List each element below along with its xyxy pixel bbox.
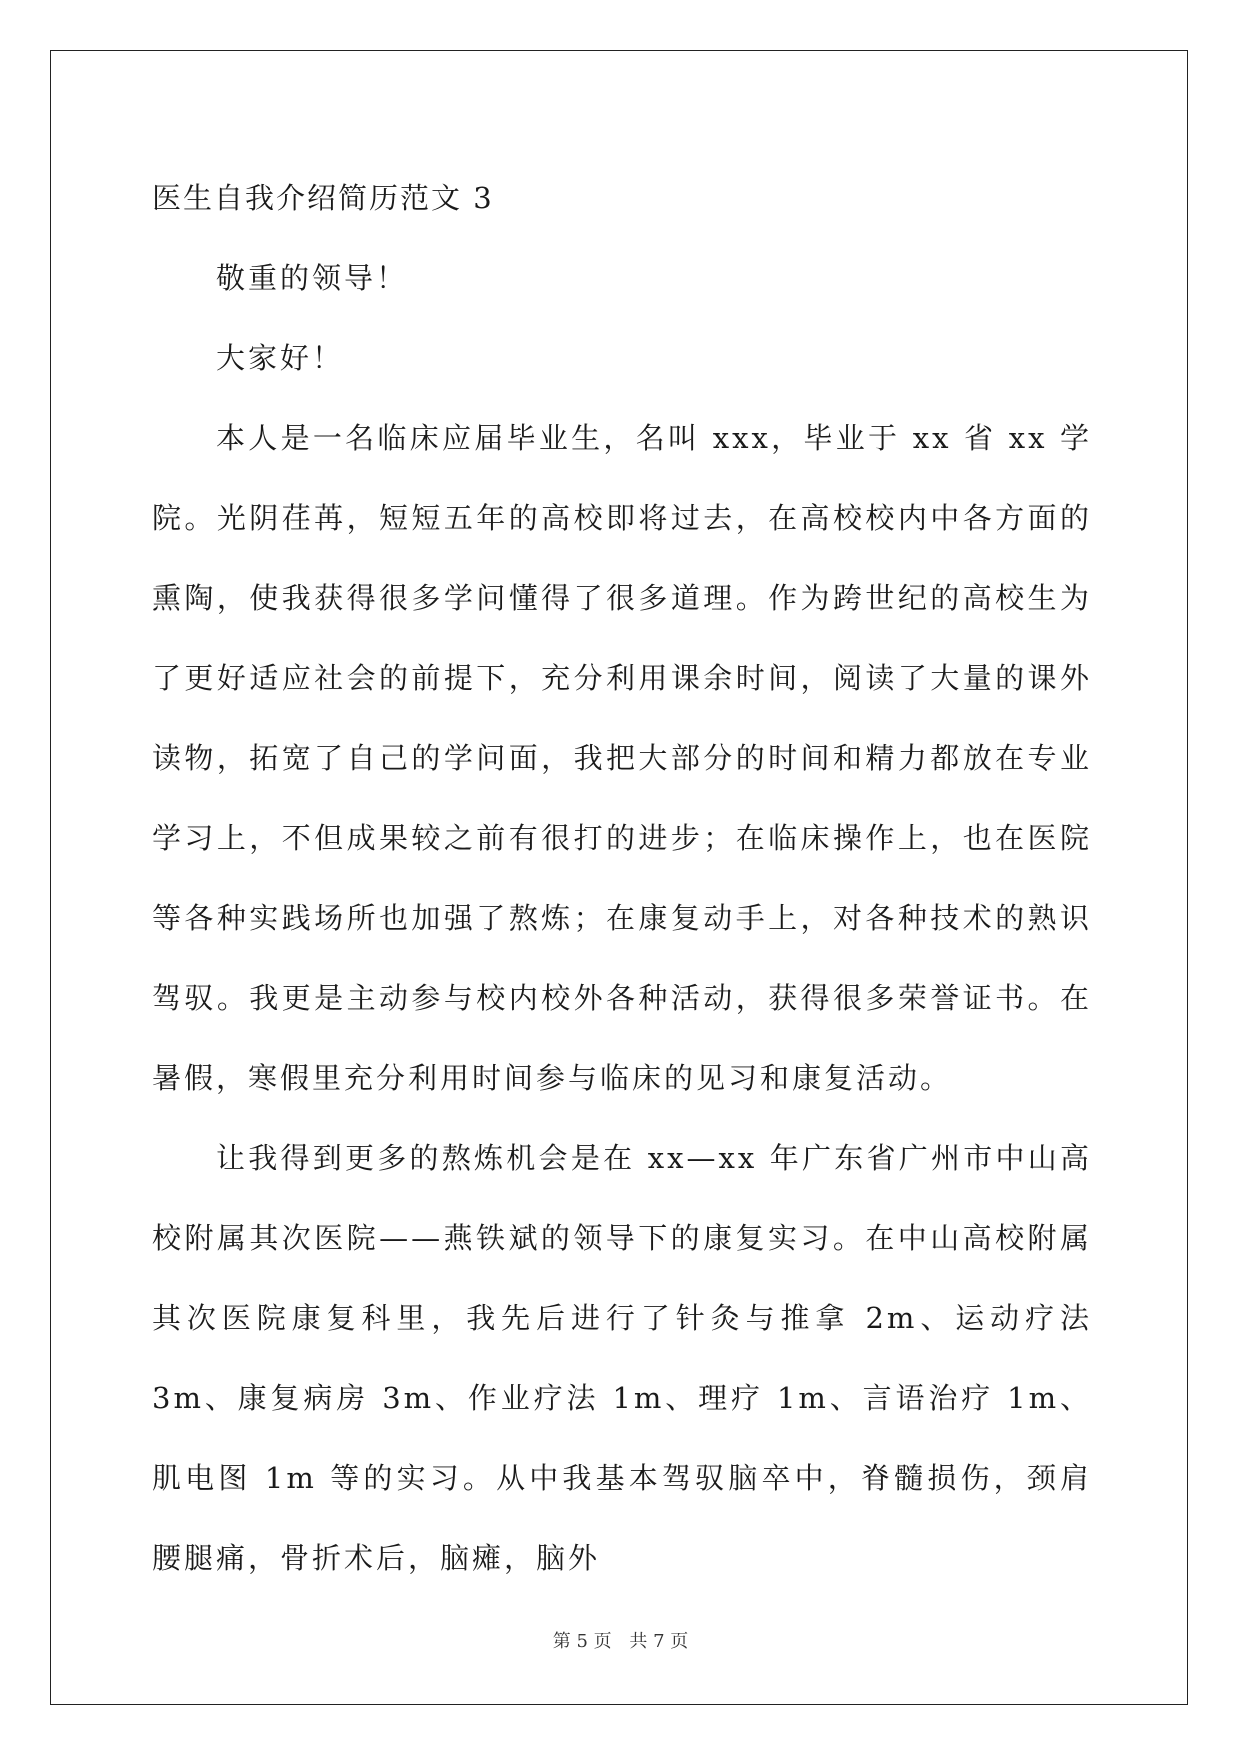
body-paragraph: 让我得到更多的熬炼机会是在 xx—xx 年广东省广州市中山高校附属其次医院——燕铁斌的领导下的康复实习。在中山高校附属其次医院康复科里，我先后进行了针灸与推拿 2m、运动疗法 3m、康复病房 3m、作业疗法 1m、理疗 1m、言语治疗 1m、肌电图 1m 等的实习。从中我基本驾驭脑卒中，脊髓损伤，颈肩腰腿痛，骨折术后，脑瘫，脑外: [152, 1141, 1092, 1575]
salutation-line: 大家好！: [216, 341, 345, 375]
page-footer: [0, 1630, 1241, 1654]
page-number: 第 5 页: [552, 1631, 612, 1652]
document-body: [152, 158, 1092, 1598]
body-paragraph: 本人是一名临床应届毕业生，名叫 xxx，毕业于 xx 省 xx 学院。光阴荏苒，短短五年的高校即将过去，在高校校内中各方面的熏陶，使我获得很多学问懂得了很多道理。作为跨世纪的高校生为了更好适应社会的前提下，充分利用课余时间，阅读了大量的课外读物，拓宽了自己的学问面，我把大部分的时间和精力都放在专业学习上，不但成果较之前有很打的进步；在临床操作上，也在医院等各种实践场所也加强了熬炼；在康复动手上，对各种技术的熟识驾驭。我更是主动参与校内校外各种活动，获得很多荣誉证书。在暑假，寒假里充分利用时间参与临床的见习和康复活动。: [152, 421, 1092, 1095]
document-title: 医生自我介绍简历范文 3: [152, 181, 494, 215]
greeting-line: 敬重的领导！: [216, 261, 409, 295]
page-total: 共 7 页: [629, 1631, 689, 1652]
